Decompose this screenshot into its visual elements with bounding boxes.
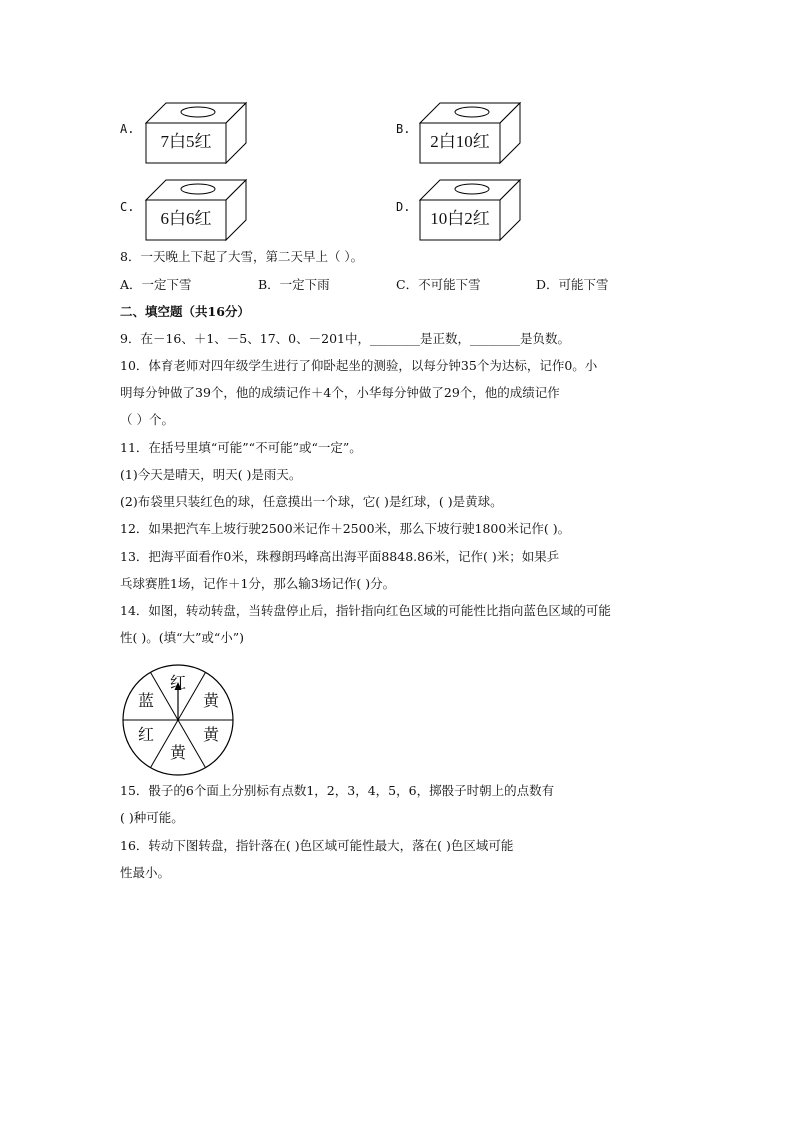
box-image (420, 180, 520, 240)
q8-choice-a[interactable]: A．一定下雪 (120, 277, 192, 292)
box-image (146, 180, 246, 240)
section-title: 二、填空题（共16分） (120, 304, 250, 319)
q11-sub1: (1)今天是晴天，明天( )是雨天。 (120, 467, 302, 482)
q14-line2: 性( )。(填“大”或“小”) (120, 630, 245, 645)
q8-choice-b[interactable]: B．一定下雨 (258, 277, 330, 292)
q11-sub2: (2)布袋里只装红色的球，任意摸出一个球，它( )是红球，( )是黄球。 (120, 494, 503, 509)
spinner-sector-label: 黄 (202, 727, 219, 744)
q15-line2: ( )种可能。 (120, 810, 184, 825)
spinner-diagram (122, 664, 234, 780)
q8-stem: 8．一天晚上下起了大雪，第二天早上（ ）。 (120, 249, 364, 264)
q11-stem: 11．在括号里填“可能”“不可能”或“一定”。 (120, 440, 362, 455)
spinner-sector-label: 红 (137, 727, 154, 744)
spinner-sector-label: 黄 (202, 693, 219, 710)
spinner-sector-label: 蓝 (137, 693, 154, 710)
q10-line3: （ ）个。 (120, 412, 174, 427)
option-label: D. (396, 200, 411, 214)
q13-line1: 13．把海平面看作0米，珠穆朗玛峰高出海平面8848.86米，记作( )米；如果乒 (120, 549, 560, 564)
q12: 12．如果把汽车上坡行驶2500米记作＋2500米，那么下坡行驶1800米记作( )。 (120, 521, 571, 536)
box-label: 7白5红 (160, 132, 212, 151)
option-label: A. (120, 122, 135, 136)
q10-line1: 10．体育老师对四年级学生进行了仰卧起坐的测验，以每分钟35个为达标，记作0。小 (120, 358, 598, 373)
q8-choices (120, 276, 609, 294)
q14-line1: 14．如图，转动转盘，当转盘停止后，指针指向红色区域的可能性比指向蓝色区域的可能 (120, 603, 611, 618)
q15-line1: 15．骰子的6个面上分别标有点数1，2，3，4，5，6，掷骰子时朝上的点数有 (120, 783, 555, 798)
option-label: B. (396, 122, 411, 136)
box-label: 2白10红 (430, 132, 490, 151)
q13-line2: 乓球赛胜1场，记作＋1分，那么输3场记作( )分。 (120, 576, 396, 591)
q10-line2: 明每分钟做了39个，他的成绩记作＋4个，小华每分钟做了29个，他的成绩记作 (120, 385, 560, 400)
spinner-sector-label: 红 (169, 675, 186, 692)
box-label: 10白2红 (430, 209, 490, 228)
box-image (420, 103, 520, 163)
box-image (146, 103, 246, 163)
q16-line1: 16．转动下图转盘，指针落在( )色区域可能性最大，落在( )色区域可能 (120, 838, 514, 853)
spinner-sector-label: 黄 (169, 745, 186, 762)
q9: 9．在－16、＋1、－5、17、0、－201中，________是正数，________是负数。 (120, 331, 570, 346)
option-label: C. (120, 200, 135, 214)
box-label: 6白6红 (160, 209, 212, 228)
q16-line2: 性最小。 (120, 865, 171, 880)
q8-choice-c[interactable]: C．不可能下雪 (396, 277, 481, 292)
q8-choice-d[interactable]: D．可能下雪 (536, 277, 609, 292)
